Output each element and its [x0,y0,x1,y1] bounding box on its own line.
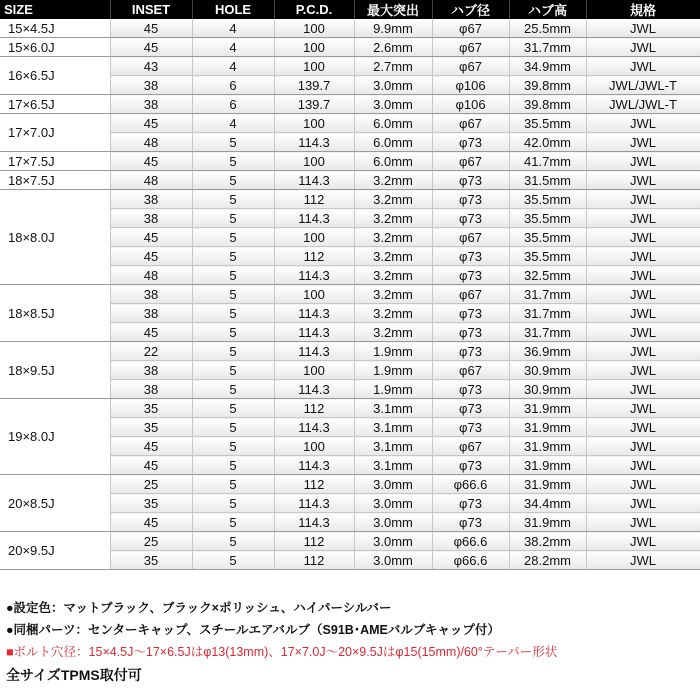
cell-pcd: 114.3 [274,513,354,532]
cell-max-protrusion: 3.2mm [354,190,432,209]
cell-size: 15×4.5J [0,19,110,38]
cell-size: 18×8.0J [0,190,110,285]
cell-hub-height: 35.5mm [509,247,586,266]
cell-hub-diameter: φ66.6 [432,475,509,494]
cell-hub-diameter: φ106 [432,95,509,114]
cell-standard: JWL [586,152,700,171]
cell-max-protrusion: 2.7mm [354,57,432,76]
cell-hub-diameter: φ67 [432,152,509,171]
cell-hole: 5 [192,342,274,361]
cell-hub-height: 35.5mm [509,114,586,133]
cell-hub-height: 30.9mm [509,380,586,399]
cell-standard: JWL [586,513,700,532]
cell-hub-height: 30.9mm [509,361,586,380]
cell-max-protrusion: 3.0mm [354,532,432,551]
header-pcd: P.C.D. [274,0,354,19]
cell-hub-diameter: φ73 [432,323,509,342]
cell-pcd: 114.3 [274,456,354,475]
cell-standard: JWL [586,133,700,152]
cell-inset: 38 [110,95,192,114]
cell-size: 18×8.5J [0,285,110,342]
cell-hub-diameter: φ67 [432,114,509,133]
cell-inset: 38 [110,361,192,380]
cell-hub-diameter: φ73 [432,418,509,437]
cell-hole: 5 [192,152,274,171]
table-row [0,190,700,209]
cell-standard: JWL [586,551,700,570]
cell-hole: 5 [192,323,274,342]
cell-hub-height: 31.9mm [509,399,586,418]
cell-max-protrusion: 3.0mm [354,494,432,513]
cell-pcd: 100 [274,437,354,456]
cell-standard: JWL [586,228,700,247]
cell-max-protrusion: 3.2mm [354,304,432,323]
cell-hub-height: 31.7mm [509,304,586,323]
cell-max-protrusion: 3.2mm [354,285,432,304]
cell-hole: 5 [192,209,274,228]
cell-hole: 5 [192,247,274,266]
cell-size: 20×8.5J [0,475,110,532]
cell-hub-diameter: φ73 [432,304,509,323]
cell-hub-diameter: φ73 [432,247,509,266]
cell-standard: JWL [586,38,700,57]
cell-size: 19×8.0J [0,399,110,475]
cell-hub-height: 31.9mm [509,418,586,437]
cell-standard: JWL/JWL-T [586,76,700,95]
cell-hub-height: 39.8mm [509,95,586,114]
cell-inset: 45 [110,114,192,133]
cell-inset: 45 [110,19,192,38]
cell-hole: 5 [192,380,274,399]
cell-hub-diameter: φ73 [432,209,509,228]
cell-hub-diameter: φ106 [432,76,509,95]
cell-hub-height: 31.9mm [509,437,586,456]
cell-inset: 25 [110,475,192,494]
cell-hub-height: 32.5mm [509,266,586,285]
cell-standard: JWL [586,171,700,190]
cell-pcd: 100 [274,228,354,247]
note-tpms: 全サイズTPMS取付可 [6,667,142,683]
cell-pcd: 112 [274,551,354,570]
cell-hole: 5 [192,532,274,551]
cell-pcd: 100 [274,285,354,304]
cell-standard: JWL/JWL-T [586,95,700,114]
cell-inset: 38 [110,190,192,209]
cell-hub-height: 39.8mm [509,76,586,95]
cell-max-protrusion: 2.6mm [354,38,432,57]
cell-hole: 5 [192,456,274,475]
cell-hub-diameter: φ73 [432,266,509,285]
cell-hole: 5 [192,418,274,437]
cell-hub-height: 41.7mm [509,152,586,171]
cell-hole: 5 [192,266,274,285]
cell-standard: JWL [586,437,700,456]
table-row [0,57,700,76]
cell-hub-height: 28.2mm [509,551,586,570]
cell-pcd: 112 [274,532,354,551]
cell-max-protrusion: 3.0mm [354,95,432,114]
cell-max-protrusion: 3.2mm [354,171,432,190]
cell-inset: 45 [110,247,192,266]
cell-hub-height: 31.9mm [509,456,586,475]
cell-hub-height: 34.4mm [509,494,586,513]
cell-pcd: 139.7 [274,76,354,95]
cell-pcd: 114.3 [274,209,354,228]
cell-standard: JWL [586,209,700,228]
notes-section [6,597,696,687]
cell-inset: 35 [110,494,192,513]
cell-hub-height: 31.9mm [509,475,586,494]
cell-pcd: 112 [274,247,354,266]
cell-pcd: 100 [274,57,354,76]
cell-size: 17×7.0J [0,114,110,152]
header-size: SIZE [0,0,110,19]
cell-inset: 45 [110,38,192,57]
cell-standard: JWL [586,323,700,342]
cell-size: 17×6.5J [0,95,110,114]
cell-inset: 48 [110,266,192,285]
cell-pcd: 114.3 [274,418,354,437]
cell-size: 18×9.5J [0,342,110,399]
table-row [0,152,700,171]
cell-standard: JWL [586,494,700,513]
cell-pcd: 100 [274,38,354,57]
cell-max-protrusion: 6.0mm [354,152,432,171]
cell-standard: JWL [586,247,700,266]
table-row [0,532,700,551]
cell-pcd: 114.3 [274,342,354,361]
cell-hub-diameter: φ73 [432,494,509,513]
cell-pcd: 112 [274,190,354,209]
cell-inset: 35 [110,551,192,570]
cell-hub-diameter: φ67 [432,38,509,57]
cell-hub-diameter: φ67 [432,361,509,380]
cell-pcd: 100 [274,19,354,38]
cell-inset: 45 [110,228,192,247]
cell-hub-diameter: φ67 [432,19,509,38]
header-hole: HOLE [192,0,274,19]
cell-hole: 5 [192,285,274,304]
cell-pcd: 114.3 [274,304,354,323]
cell-standard: JWL [586,380,700,399]
cell-hub-diameter: φ67 [432,228,509,247]
note-included-parts: ●同梱パーツ：センターキャップ、スチールエアバルブ（S91B･AMEバルブキャップ付） [6,623,500,637]
cell-inset: 35 [110,418,192,437]
table-header-row [0,0,700,19]
cell-hole: 5 [192,475,274,494]
cell-size: 17×7.5J [0,152,110,171]
table-row [0,342,700,361]
cell-hole: 5 [192,228,274,247]
cell-hole: 4 [192,38,274,57]
note-bolt-hole: ■ボルト穴径：15×4.5J～17×6.5Jはφ13(13mm)、17×7.0J～20×9.5Jはφ15(15mm)/60°テーパー形状 [6,645,558,659]
cell-size: 20×9.5J [0,532,110,570]
cell-max-protrusion: 3.0mm [354,76,432,95]
cell-hub-height: 34.9mm [509,57,586,76]
cell-hole: 6 [192,95,274,114]
cell-hole: 5 [192,190,274,209]
header-max-protrusion: 最大突出 [354,0,432,19]
cell-hub-diameter: φ73 [432,513,509,532]
cell-standard: JWL [586,475,700,494]
cell-max-protrusion: 3.2mm [354,247,432,266]
table-row [0,399,700,418]
cell-inset: 35 [110,399,192,418]
cell-hub-diameter: φ73 [432,399,509,418]
cell-hub-height: 36.9mm [509,342,586,361]
cell-hole: 5 [192,171,274,190]
cell-inset: 48 [110,171,192,190]
cell-hub-diameter: φ73 [432,171,509,190]
cell-inset: 45 [110,456,192,475]
cell-pcd: 100 [274,114,354,133]
cell-hub-diameter: φ66.6 [432,551,509,570]
cell-pcd: 100 [274,361,354,380]
cell-hole: 5 [192,513,274,532]
cell-hub-height: 35.5mm [509,228,586,247]
cell-hole: 5 [192,361,274,380]
table-row [0,95,700,114]
cell-hub-height: 31.9mm [509,513,586,532]
cell-standard: JWL [586,285,700,304]
cell-max-protrusion: 6.0mm [354,114,432,133]
cell-hub-diameter: φ73 [432,190,509,209]
header-inset: INSET [110,0,192,19]
cell-max-protrusion: 1.9mm [354,361,432,380]
cell-inset: 45 [110,513,192,532]
cell-inset: 38 [110,304,192,323]
cell-inset: 43 [110,57,192,76]
cell-hub-height: 31.7mm [509,323,586,342]
table-row [0,114,700,133]
cell-max-protrusion: 6.0mm [354,133,432,152]
cell-standard: JWL [586,266,700,285]
cell-hole: 5 [192,551,274,570]
cell-max-protrusion: 1.9mm [354,342,432,361]
cell-standard: JWL [586,532,700,551]
cell-inset: 38 [110,76,192,95]
table-row [0,171,700,190]
cell-hole: 5 [192,437,274,456]
cell-hole: 4 [192,57,274,76]
cell-hole: 6 [192,76,274,95]
cell-max-protrusion: 3.0mm [354,513,432,532]
cell-inset: 45 [110,437,192,456]
cell-pcd: 114.3 [274,323,354,342]
cell-hub-diameter: φ67 [432,57,509,76]
header-hub-height: ハブ高 [509,0,586,19]
cell-hub-diameter: φ67 [432,437,509,456]
cell-inset: 25 [110,532,192,551]
cell-hub-height: 35.5mm [509,190,586,209]
cell-hub-height: 31.5mm [509,171,586,190]
cell-standard: JWL [586,190,700,209]
cell-size: 18×7.5J [0,171,110,190]
cell-hub-height: 38.2mm [509,532,586,551]
table-row [0,285,700,304]
cell-max-protrusion: 9.9mm [354,19,432,38]
cell-hub-diameter: φ73 [432,380,509,399]
cell-inset: 38 [110,209,192,228]
cell-inset: 22 [110,342,192,361]
table-body [0,19,700,570]
cell-hub-height: 42.0mm [509,133,586,152]
cell-max-protrusion: 3.1mm [354,399,432,418]
cell-hub-diameter: φ73 [432,456,509,475]
cell-max-protrusion: 1.9mm [354,380,432,399]
cell-pcd: 114.3 [274,380,354,399]
cell-standard: JWL [586,114,700,133]
header-standard: 規格 [586,0,700,19]
cell-max-protrusion: 3.2mm [354,266,432,285]
cell-max-protrusion: 3.2mm [354,228,432,247]
cell-hub-diameter: φ73 [432,342,509,361]
cell-inset: 38 [110,285,192,304]
cell-hub-height: 25.5mm [509,19,586,38]
cell-standard: JWL [586,361,700,380]
cell-inset: 38 [110,380,192,399]
table-row [0,19,700,38]
cell-pcd: 112 [274,399,354,418]
cell-standard: JWL [586,304,700,323]
cell-standard: JWL [586,342,700,361]
cell-inset: 45 [110,323,192,342]
cell-pcd: 114.3 [274,133,354,152]
cell-standard: JWL [586,399,700,418]
cell-max-protrusion: 3.2mm [354,209,432,228]
cell-standard: JWL [586,456,700,475]
cell-standard: JWL [586,57,700,76]
cell-hole: 5 [192,494,274,513]
cell-max-protrusion: 3.1mm [354,437,432,456]
cell-hole: 4 [192,114,274,133]
cell-max-protrusion: 3.1mm [354,418,432,437]
cell-pcd: 139.7 [274,95,354,114]
cell-hub-height: 31.7mm [509,38,586,57]
cell-hole: 5 [192,399,274,418]
cell-standard: JWL [586,19,700,38]
cell-hub-diameter: φ73 [432,133,509,152]
cell-pcd: 114.3 [274,494,354,513]
table-row [0,475,700,494]
cell-size: 15×6.0J [0,38,110,57]
cell-hub-diameter: φ67 [432,285,509,304]
cell-max-protrusion: 3.2mm [354,323,432,342]
cell-max-protrusion: 3.0mm [354,551,432,570]
table-row [0,38,700,57]
cell-pcd: 114.3 [274,171,354,190]
cell-max-protrusion: 3.1mm [354,456,432,475]
cell-pcd: 112 [274,475,354,494]
cell-inset: 48 [110,133,192,152]
note-colors: ●設定色：マットブラック、ブラック×ポリッシュ、ハイパーシルバー [6,601,392,615]
cell-hole: 5 [192,133,274,152]
cell-max-protrusion: 3.0mm [354,475,432,494]
cell-hole: 4 [192,19,274,38]
cell-pcd: 100 [274,152,354,171]
header-hub-diameter: ハブ径 [432,0,509,19]
cell-size: 16×6.5J [0,57,110,95]
cell-inset: 45 [110,152,192,171]
cell-standard: JWL [586,418,700,437]
cell-hub-height: 31.7mm [509,285,586,304]
cell-pcd: 114.3 [274,266,354,285]
cell-hub-height: 35.5mm [509,209,586,228]
cell-hole: 5 [192,304,274,323]
cell-hub-diameter: φ66.6 [432,532,509,551]
